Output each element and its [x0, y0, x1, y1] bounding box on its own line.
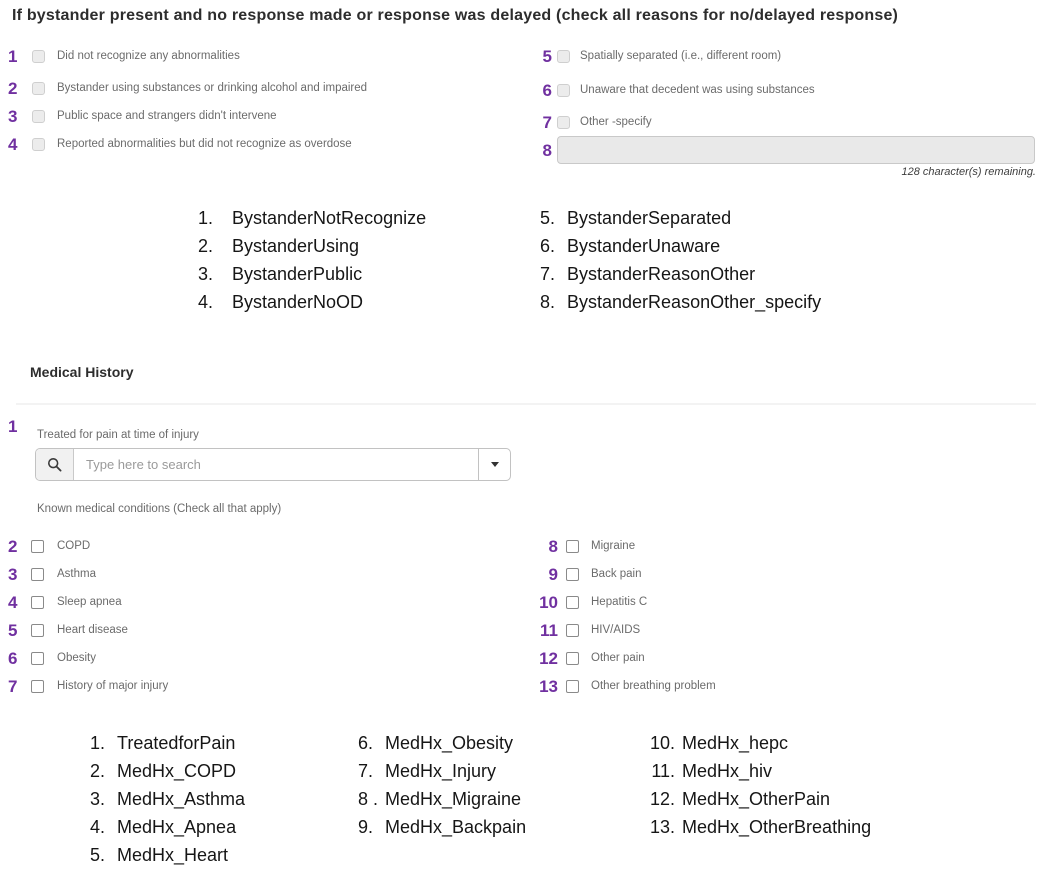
variable-number: 13. [649, 817, 675, 837]
checkbox-obesity[interactable] [31, 652, 44, 665]
variable-number: 1. [90, 733, 106, 753]
checkbox-bystander-using[interactable] [32, 82, 45, 95]
item-number: 3 [8, 106, 18, 126]
item-number: 8 [548, 536, 558, 556]
bystander-reason-row [8, 131, 352, 157]
checkbox-label: Sleep apnea [57, 596, 122, 608]
variable-name: MedHx_OtherBreathing [682, 817, 872, 837]
variable-number: 8 . [358, 789, 379, 809]
variable-list-item [90, 813, 236, 841]
condition-row [520, 617, 640, 643]
variable-list-item [90, 841, 228, 869]
item-number: 4 [8, 134, 18, 154]
variable-name: BystanderUnaware [567, 236, 721, 256]
checkbox-label: Asthma [57, 568, 96, 580]
variable-list-item [198, 204, 426, 232]
condition-row [520, 645, 645, 671]
checkbox-label: Reported abnormalities but did not recognize as overdose [57, 138, 352, 150]
variable-name: MedHx_Migraine [385, 789, 522, 809]
checkbox-label: Bystander using substances or drinking alcohol and impaired [57, 82, 368, 94]
variable-list-item [540, 260, 755, 288]
checkbox-major-injury[interactable] [31, 680, 44, 693]
bystander-reason-row [538, 77, 815, 103]
checkbox-other-specify[interactable] [557, 116, 570, 129]
checkbox-label: Spatially separated (i.e., different room) [580, 50, 782, 62]
variable-name: TreatedforPain [117, 733, 236, 753]
checkbox-sleep-apnea[interactable] [31, 596, 44, 609]
variable-number: 3. [198, 264, 214, 284]
item-number: 8 [542, 141, 552, 160]
bystander-reason-row [8, 43, 240, 69]
checkbox-public-space[interactable] [32, 110, 45, 123]
item-number: 9 [548, 564, 558, 584]
chevron-down-icon [491, 462, 499, 467]
item-number: 1 [8, 417, 18, 436]
treated-for-pain-label: Treated for pain at time of injury [37, 429, 199, 441]
variable-list-item [358, 813, 526, 841]
checkbox-label: Public space and strangers didn't intervene [57, 110, 277, 122]
bystander-reason-row [8, 103, 277, 129]
variable-list-item [638, 785, 830, 813]
variable-number: 6. [358, 733, 374, 753]
item-number: 1 [8, 46, 18, 66]
variable-name: MedHx_Injury [385, 761, 497, 781]
variable-number: 11. [651, 761, 675, 781]
checkbox-other-pain[interactable] [566, 652, 579, 665]
checkbox-not-recognize[interactable] [32, 50, 45, 63]
variable-list-item [638, 757, 772, 785]
checkbox-heart-disease[interactable] [31, 624, 44, 637]
variable-name: BystanderNoOD [232, 292, 364, 312]
condition-row [8, 645, 96, 671]
variable-list-item [358, 757, 496, 785]
variable-number: 4. [90, 817, 106, 837]
checkbox-label: COPD [57, 540, 91, 552]
bystander-section-title: If bystander present and no response made or response was delayed (check all reasons for no/delayed response) [12, 7, 899, 24]
variable-name: MedHx_OtherPain [682, 789, 831, 809]
variable-number: 1. [198, 208, 214, 228]
variable-number: 2. [198, 236, 214, 256]
variable-name: BystanderNotRecognize [232, 208, 427, 228]
variable-list-item [90, 785, 245, 813]
item-number: 7 [8, 676, 18, 696]
item-number: 10 [539, 592, 558, 612]
item-number: 5 [542, 46, 552, 66]
search-addon [36, 449, 74, 480]
checkbox-other-breathing[interactable] [566, 680, 579, 693]
variable-list-item [540, 204, 731, 232]
known-conditions-label: Known medical conditions (Check all that apply) [37, 503, 282, 515]
section-divider [16, 403, 1036, 405]
item-number: 13 [539, 676, 558, 696]
variable-list-item [540, 232, 720, 260]
variable-list-item [638, 813, 871, 841]
variable-number: 7. [358, 761, 374, 781]
variable-name: MedHx_Backpain [385, 817, 527, 837]
checkbox-label: Did not recognize any abnormalities [57, 50, 240, 62]
variable-list-item [90, 757, 236, 785]
item-number: 5 [8, 620, 18, 640]
variable-name: MedHx_Heart [117, 845, 229, 865]
checkbox-label: Back pain [591, 568, 642, 580]
variable-number: 2. [90, 761, 106, 781]
condition-row [520, 673, 716, 699]
checkbox-label: Other breathing problem [591, 680, 716, 692]
variable-number: 9. [358, 817, 374, 837]
item-number: 12 [539, 648, 558, 668]
condition-row [8, 589, 122, 615]
variable-name: MedHx_Obesity [385, 733, 514, 753]
checkbox-migraine[interactable] [566, 540, 579, 553]
variable-number: 8. [540, 292, 556, 312]
variable-list-item [358, 785, 521, 813]
search-dropdown-button[interactable] [478, 449, 510, 480]
checkbox-label: Unaware that decedent was using substances [580, 84, 815, 96]
item-number: 6 [8, 648, 18, 668]
checkbox-hiv-aids[interactable] [566, 624, 579, 637]
variable-number: 3. [90, 789, 106, 809]
bystander-reason-row [538, 43, 781, 69]
search-icon [47, 457, 62, 472]
condition-row [8, 617, 128, 643]
item-number: 3 [8, 564, 18, 584]
medical-history-heading: Medical History [30, 364, 134, 380]
checkbox-label: Heart disease [57, 624, 128, 636]
item-number: 4 [8, 592, 18, 612]
item-number: 7 [542, 112, 552, 132]
item-number: 2 [8, 536, 18, 556]
variable-number: 6. [540, 236, 556, 256]
checkbox-label: Other -specify [580, 116, 652, 128]
variable-name: BystanderPublic [232, 264, 363, 284]
variable-name: BystanderSeparated [567, 208, 732, 228]
checkbox-unaware[interactable] [557, 84, 570, 97]
item-number: 11 [540, 620, 558, 640]
characters-remaining-note: 128 character(s) remaining. [901, 166, 1036, 178]
condition-row [8, 673, 168, 699]
variable-number: 7. [540, 264, 556, 284]
variable-list-item [540, 288, 821, 316]
checkbox-label: HIV/AIDS [591, 624, 641, 636]
variable-name: MedHx_Asthma [117, 789, 246, 809]
condition-row [520, 561, 642, 587]
checkbox-no-od[interactable] [32, 138, 45, 151]
variable-list-item [198, 232, 359, 260]
variable-list-item [638, 729, 788, 757]
variable-name: MedHx_Apnea [117, 817, 237, 837]
checkbox-label: Hepatitis C [591, 596, 648, 608]
checkbox-label: Other pain [591, 652, 645, 664]
variable-list-item [198, 260, 362, 288]
variable-name: BystanderReasonOther_specify [567, 292, 822, 312]
variable-name: MedHx_hepc [682, 733, 789, 753]
checkbox-asthma[interactable] [31, 568, 44, 581]
variable-number: 5. [540, 208, 556, 228]
condition-row [8, 561, 96, 587]
treated-for-pain-search-input[interactable] [74, 449, 478, 480]
variable-name: BystanderReasonOther [567, 264, 756, 284]
checkbox-label: Obesity [57, 652, 96, 664]
variable-number: 10. [649, 733, 675, 753]
variable-number: 5. [90, 845, 106, 865]
bystander-reason-row [8, 75, 367, 101]
variable-number: 4. [198, 292, 214, 312]
checkbox-separated[interactable] [557, 50, 570, 63]
variable-list-item [90, 729, 235, 757]
condition-row [520, 533, 635, 559]
item-number: 2 [8, 78, 18, 98]
checkbox-hepatitis-c[interactable] [566, 596, 579, 609]
variable-name: MedHx_hiv [682, 761, 773, 781]
item-number: 6 [542, 80, 552, 100]
checkbox-label: History of major injury [57, 680, 169, 692]
condition-row [8, 533, 90, 559]
variable-name: BystanderUsing [232, 236, 360, 256]
bystander-reason-row [538, 109, 652, 135]
variable-list-item [198, 288, 363, 316]
checkbox-label: Migraine [591, 540, 636, 552]
variable-number: 12. [649, 789, 675, 809]
checkbox-copd[interactable] [31, 540, 44, 553]
condition-row [520, 589, 647, 615]
variable-name: MedHx_COPD [117, 761, 237, 781]
checkbox-back-pain[interactable] [566, 568, 579, 581]
variable-list-item [358, 729, 513, 757]
bystander-other-specify-input[interactable] [557, 136, 1035, 164]
treated-for-pain-search [35, 448, 511, 481]
